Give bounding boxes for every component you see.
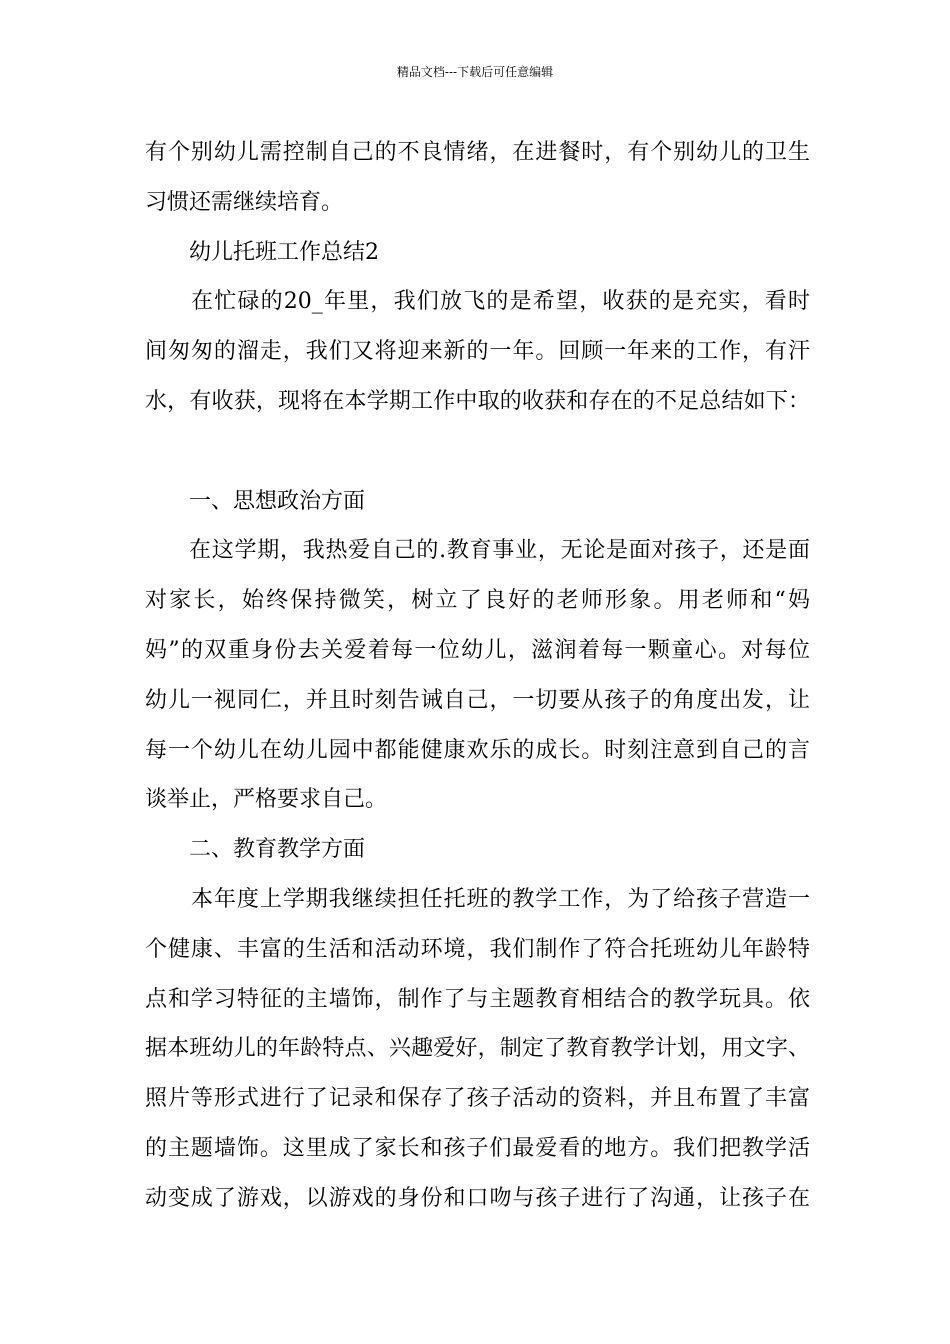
text-line: 每一个幼儿在幼儿园中都能健康欢乐的成长。时刻注意到自己的言: [145, 737, 810, 763]
text-line: 动变成了游戏，以游戏的身份和口吻与孩子进行了沟通，让孩子在: [145, 1185, 810, 1211]
text-line: 有个别幼儿需控制自己的不良情绪，在进餐时，有个别幼儿的卫生: [145, 140, 810, 165]
text-line: 水，有收获，现将在本学期工作中取的收获和存在的不足总结如下：: [145, 388, 810, 414]
section-title: 幼儿托班工作总结2: [189, 239, 379, 265]
document-body: [145, 128, 810, 1224]
blank-line: [145, 427, 810, 477]
section-heading: 二、教育教学方面: [189, 837, 366, 863]
section-heading: 一、思想政治方面: [189, 488, 366, 514]
text-line: 据本班幼儿的年龄特点、兴趣爱好，制定了教育教学计划，用文字、: [145, 1036, 810, 1062]
text-line: 幼儿一视同仁，并且时刻告诫自己，一切要从孩子的角度出发，让: [145, 687, 810, 713]
text-line: 间匆匆的溜走，我们又将迎来新的一年。回顾一年来的工作，有汗: [145, 339, 810, 365]
text-line: 习惯还需继续培育。: [145, 189, 344, 215]
text-line: 本年度上学期我继续担任托班的教学工作，为了给孩子营造一: [191, 886, 810, 912]
text-line: 在这学期，我热爱自己的.教育事业，无论是面对孩子，还是面: [189, 538, 810, 564]
text-line: 照片等形式进行了记录和保存了孩子活动的资料，并且布置了丰富: [145, 1086, 810, 1112]
page-header: 精品文档---下载后可任意编辑: [396, 65, 554, 79]
text-line: 个健康、丰富的生活和活动环境，我们制作了符合托班幼儿年龄特: [145, 936, 810, 962]
text-line: 谈举止，严格要求自己。: [145, 787, 388, 813]
text-line: 点和学习特征的主墙饰，制作了与主题教育相结合的教学玩具。依: [145, 986, 810, 1012]
text-line: 的主题墙饰。这里成了家长和孩子们最爱看的地方。我们把教学活: [145, 1135, 810, 1161]
text-line: 对家长，始终保持微笑，树立了良好的老师形象。用老师和“妈: [145, 588, 810, 614]
text-line: 妈”的双重身份去关爱着每一位幼儿，滋润着每一颗童心。对每位: [145, 637, 810, 663]
text-line: 在忙碌的20_年里，我们放飞的是希望，收获的是充实，看时: [191, 289, 810, 315]
